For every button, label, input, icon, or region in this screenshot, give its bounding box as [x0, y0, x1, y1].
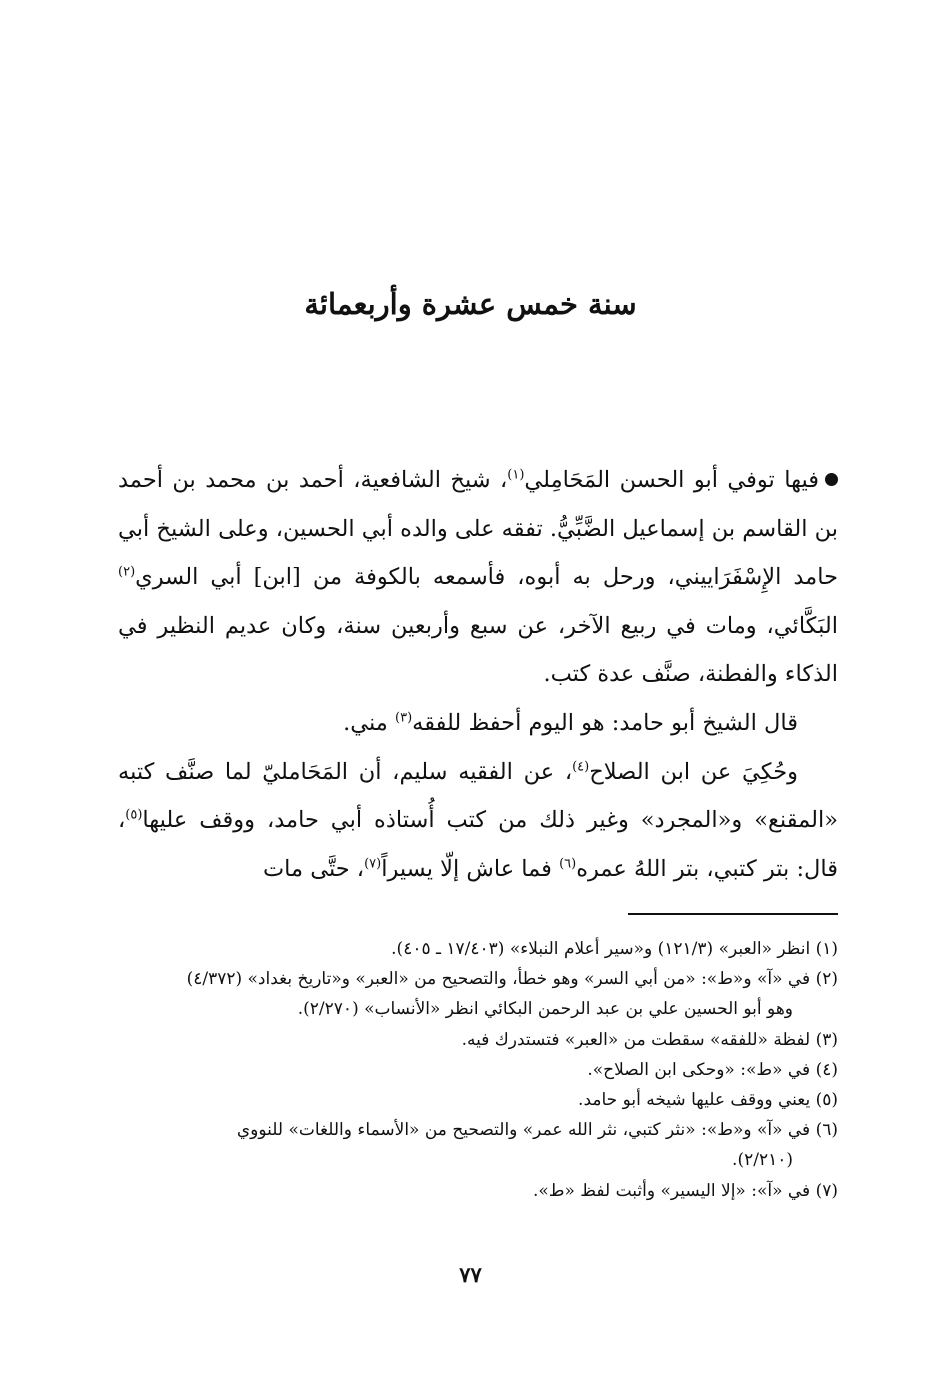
page-number: ٧٧: [459, 1262, 482, 1287]
footnote-7: (٧) في «آ»: «إلا اليسير» وأثبت لفظ «ط».: [532, 1180, 838, 1201]
paragraph-2-text-a: قال الشيخ أبو حامد: هو اليوم أحفظ للفقه: [412, 709, 798, 736]
paragraph-2-text-b: مني.: [343, 709, 396, 736]
paragraph-3-text-a: وحُكِيَ عن ابن الصلاح: [589, 758, 798, 785]
paragraph-1: [118, 456, 838, 699]
paragraph-1-text-b: ، شيخ الشافعية، أحمد بن محمد بن أحمد بن القاسم بن إسماعيل الضَّبِّيُّ. تفقه على والده أبي الحسين، وعلى الشيخ أبي حامد الإِسْفَرَاييني، ورحل به أبوه، فأسمعه بالكوفة من [ابن] أبي السري: [118, 467, 838, 591]
paragraph-1-text-a: فيها توفي أبو الحسن المَحَامِلي: [524, 467, 819, 493]
footnote-2-continued: وهو أبو الحسين علي بن عبد الرحمن البكائي انظر «الأنساب» (٢/٢٧٠).: [297, 999, 793, 1020]
footnote-ref-2: (٢): [118, 564, 136, 580]
main-text: [118, 456, 838, 893]
footnote-ref-5: (٥): [125, 807, 143, 823]
footnote-4: (٤) في «ط»: «وحكى ابن الصلاح».: [587, 1059, 838, 1080]
bullet-icon: [825, 473, 838, 486]
paragraph-3-text-b: ، عن الفقيه سليم، أن المَحَامليّ لما صنَّف كتبه «المقنع» و«المجرد» وغير ذلك من كتب أُستاذه أبي حامد، ووقف عليها: [118, 758, 838, 834]
footnote-1: (١) انظر «العبر» (١٢١/٣) و«سير أعلام النبلاء» (١٧/٤٠٣ ـ ٤٠٥).: [391, 939, 838, 959]
footnote-2: (٢) في «آ» و«ط»: «من أبي السر» وهو خطأ، والتصحيح من «العبر» و«تاريخ بغداد» (٤/٣٧٢): [186, 969, 838, 990]
footnote-3: (٣) لفظة «للفقه» سقطت من «العبر» فتستدرك فيه.: [461, 1029, 838, 1050]
paragraph-3-text-e: ، حتَّى مات: [262, 855, 365, 882]
page-title: سنة خمس عشرة وأربعمائة: [304, 287, 637, 321]
paragraph-1-text-c: البَكَّائي، ومات في ربيع الآخر، عن سبع وأربعين سنة، وكان عديم النظير في الذكاء والفطنة، صنَّف عدة كتب.: [118, 612, 838, 688]
footnote-6: (٦) في «آ» و«ط»: «نثر كتبي، نثر الله عمر» والتصحيح من «الأسماء واللغات» للنووي: [236, 1120, 838, 1141]
footnote-separator: [628, 913, 838, 915]
footnote-5: (٥) يعني ووقف عليها شيخه أبو حامد.: [578, 1090, 838, 1111]
paragraph-3-text-c: ، قال: بتر كتبي، بتر اللهُ عمره: [118, 807, 838, 882]
footnote-ref-6: (٦): [559, 856, 577, 872]
footnotes: [100, 934, 838, 1206]
footnote-6-continued: (٢/٢١٠).: [732, 1150, 793, 1171]
footnote-ref-1: (١): [507, 467, 525, 483]
paragraph-2: [118, 699, 838, 748]
paragraph-3: [118, 748, 838, 894]
paragraph-3-text-d: فما عاش إلّا يسيراً: [381, 855, 560, 882]
footnote-ref-7: (٧): [364, 856, 382, 872]
footnote-ref-3: (٣): [395, 710, 413, 726]
footnote-ref-4: (٤): [572, 759, 590, 775]
